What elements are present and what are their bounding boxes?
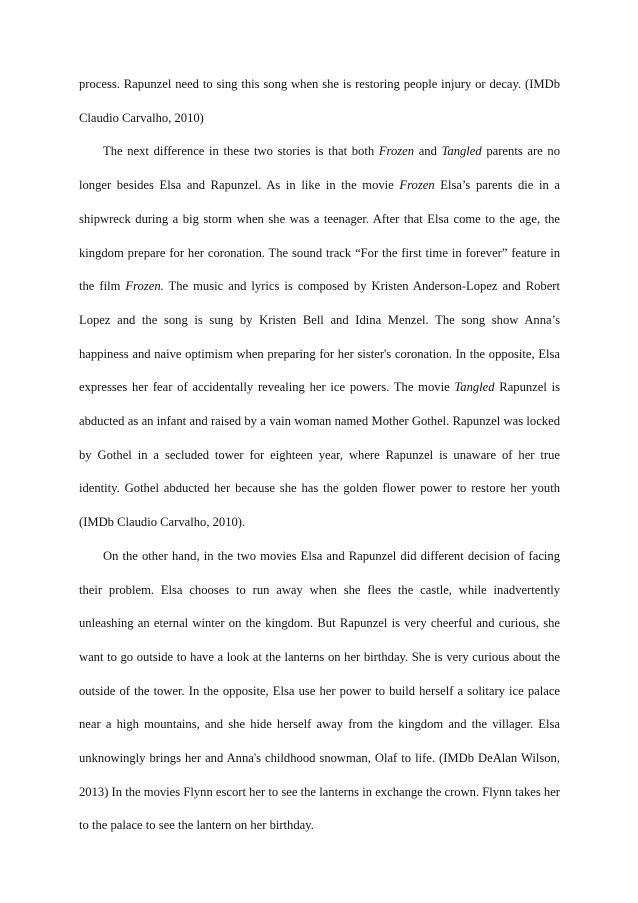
paragraph-3 — [79, 540, 560, 843]
paragraph-text: parents are no longer besides Elsa and Rapunzel. As in like in the movie — [79, 144, 561, 193]
paragraph-text: Elsa’s parents die in a shipwreck during a big storm when she was a teenager. After that Elsa come to the age, the kingdom prepare for her coronation. The sound track “For the first time in forever” feature in the film — [79, 178, 560, 294]
paragraph-2 — [79, 135, 560, 539]
paragraph-text: The music and lyrics is composed by Kristen Anderson-Lopez and Robert Lopez and the song is sung by Kristen Bell and Idina Menzel. The song show Anna’s happiness and naive optimism when preparing for her sister's coronation. In the opposite, Elsa expresses her fear of accidentally revealing her ice powers. The movie — [79, 279, 560, 395]
film-title: Tangled — [441, 144, 482, 159]
film-title: Tangled — [454, 380, 495, 395]
film-title: Frozen. — [125, 279, 164, 294]
paragraph-text: The next difference in these two stories is that both — [103, 144, 379, 159]
paragraph-1 — [79, 68, 560, 135]
film-title: Frozen — [378, 144, 415, 159]
paragraph-text: process. Rapunzel need to sing this song when she is restoring people injury or decay. (IMDb Claudio Carvalho, 2010) — [79, 77, 560, 125]
paragraph-text: and — [414, 144, 442, 159]
paragraph-text: Rapunzel is abducted as an infant and raised by a vain woman named Mother Gothel. Rapunzel was locked by Gothel in a secluded tower for eighteen year, where Rapunzel is unaware of her true identity. Gothel abducted her because she has the golden flower power to restore her youth (IMDb Claudio Carvalho, 2010). — [79, 380, 560, 530]
paragraph-text: On the other hand, in the two movies Elsa and Rapunzel did different decision of facing their problem. Elsa chooses to run away when she flees the castle, while inadvertently unleashing an eternal winter on the kingdom. But Rapunzel is very cheerful and curious, she want to go outside to have a look at the lanterns on her birthday. She is very curious about the outside of the tower. In the opposite, Elsa use her power to build herself a solitary ice palace near a high mountains, and she hide herself away from the kingdom and the villager. Elsa unknowingly brings her and Anna's childhood snowman, Olaf to life. (IMDb DeAlan Wilson, 2013) In the movies Flynn escort her to see the lanterns in exchange the crown. Flynn takes her to the palace to see the lantern on her birthday. — [79, 548, 560, 833]
document-body — [79, 68, 560, 843]
film-title: Frozen — [399, 178, 435, 193]
